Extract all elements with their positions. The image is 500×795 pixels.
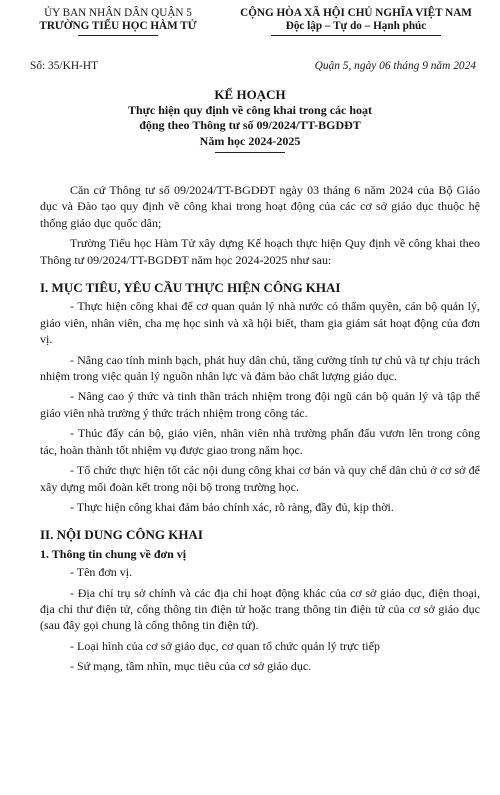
title-line-2: động theo Thông tư số 09/2024/TT-BGDĐT [139, 118, 361, 132]
intro-paragraph-purpose: Trường Tiểu học Hàm Tử xây dựng Kế hoạch thực hiện Quy định về công khai theo Thông tư 09/2024/TT-BGDĐT năm học 2024-2025 như sau: [40, 236, 480, 267]
place-date: Quận 5, ngày 06 tháng 9 năm 2024 [314, 60, 476, 72]
section-2-item: - Địa chỉ trụ sở chính và các địa chỉ hoạt động khác của cơ sở giáo dục, điện thoại, địa chỉ thư điện tử, cổng thông tin điện tử hoặc trang thông tin điện tử của cơ sở giáo dục (sau đây gọi chung là cổng thông tin điện tử). [40, 585, 480, 633]
section-1-item: - Thúc đẩy cán bộ, giáo viên, nhân viên nhà trường phấn đấu vươn lên trong công tác, hoàn thành tốt nhiệm vụ được giao trong năm học. [40, 426, 480, 457]
document-number: Số: 35/KH-HT [30, 60, 99, 72]
school-year: Năm học 2024-2025 [199, 134, 301, 148]
national-header [222, 7, 490, 36]
motto: Độc lập – Tự do – Hạnh phúc [285, 20, 427, 32]
country-name: CỘNG HÒA XÃ HỘI CHỦ NGHĨA VIỆT NAM [240, 7, 472, 19]
section-2-heading: II. NỘI DUNG CÔNG KHAI [40, 527, 203, 543]
section-1-item: - Tổ chức thực hiện tốt các nội dung công khai cơ bản và quy chế dân chủ ở cơ sở để xây dựng mối đoàn kết trong nội bộ trong trường học. [40, 463, 480, 494]
section-1-item: - Thực hiện công khai đảm bảo chính xác, rõ ràng, đầy đủ, kịp thời. [70, 499, 394, 514]
title-underline [215, 152, 285, 153]
intro-paragraph-legal-basis: Căn cứ Thông tư số 09/2024/TT-BGDĐT ngày 03 tháng 6 năm 2024 của Bộ Giáo dục và Đào tạo quy định về công khai trong hoạt động của các cơ sở giáo dục thuộc hệ thống giáo dục quốc dân; [40, 183, 480, 230]
title-block [60, 87, 440, 153]
section-1-item: - Nâng cao tính minh bạch, phát huy dân chủ, tăng cường tính tự chủ và tự chịu trách nhiệm trong việc quản lý nguồn nhân lực và đảm bảo chất lượng giáo dục. [40, 352, 480, 384]
document-kind: KẾ HOẠCH [214, 87, 286, 102]
section-2-item: - Tên đơn vị. [70, 565, 133, 580]
section-1-item: - Nâng cao ý thức và tinh thần trách nhiệm trong đội ngũ cán bộ quản lý và tập thể giáo viên nhà trường ý thức trách nhiệm trong công tác. [40, 389, 480, 420]
org-parent: ỦY BAN NHÂN DÂN QUẬN 5 [44, 7, 192, 19]
issuer-block [18, 7, 218, 36]
motto-underline [271, 35, 441, 36]
section-2-item: - Sứ mạng, tầm nhìn, mục tiêu của cơ sở giáo dục. [70, 659, 312, 674]
section-1-item: - Thực hiện công khai để cơ quan quản lý nhà nước có thẩm quyền, cán bộ quản lý, giáo viên, nhân viên, cha mẹ học sinh và xã hội biết, tham gia giám sát hoạt động của đơn vị. [40, 299, 480, 347]
document-body [40, 182, 480, 675]
section-2-item: - Loại hình của cơ sở giáo dục, cơ quan tổ chức quản lý trực tiếp [70, 638, 380, 653]
issuer-underline [78, 35, 158, 36]
title-line-1: Thực hiện quy định về công khai trong các hoạt [127, 103, 373, 117]
org-name: TRƯỜNG TIỂU HỌC HÀM TỬ [39, 20, 197, 32]
section-1-heading: I. MỤC TIÊU, YÊU CẦU THỰC HIỆN CÔNG KHAI [40, 280, 341, 296]
section-2-subheading: 1. Thông tin chung về đơn vị [40, 546, 187, 561]
